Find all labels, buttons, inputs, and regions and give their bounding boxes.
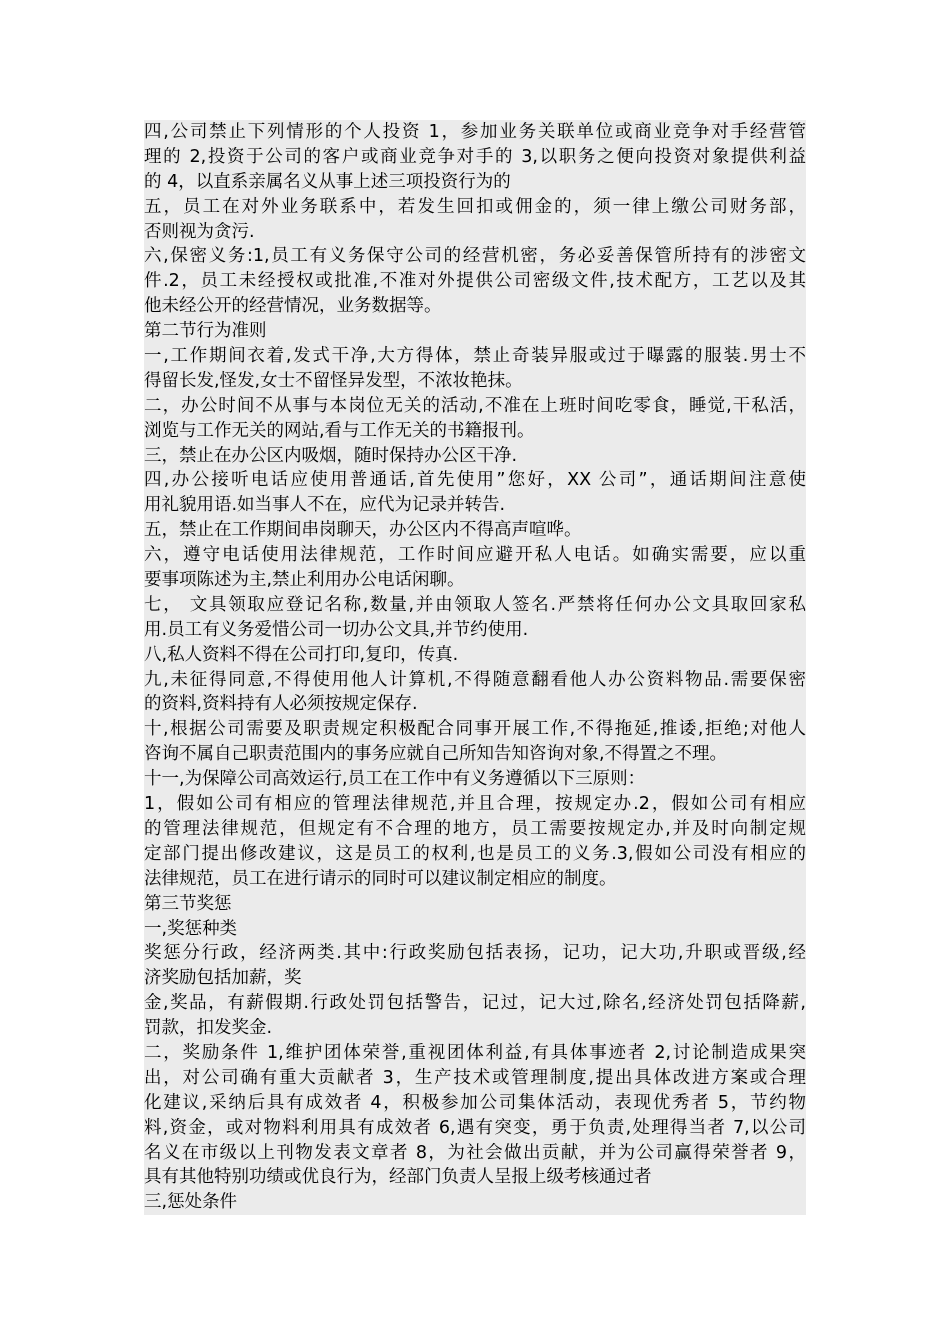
text-line: 金,奖品，有薪假期.行政处罚包括警告，记过，记大过,除名,经济处罚包括降薪, xyxy=(144,993,806,1014)
text-line: 法律规范，员工在进行请示的同时可以建议制定相应的制度。 xyxy=(144,868,617,889)
text-line: 的管理法律规范，但规定有不合理的地方，员工需要按规定办,并及时向制定规 xyxy=(144,818,806,839)
text-line: 二，办公时间不从事与本岗位无关的活动,不准在上班时间吃零食，睡觉,干私活， xyxy=(144,395,806,416)
text-line: 化建议,采纳后具有成效者 4，积极参加公司集体活动，表现优秀者 5，节约物 xyxy=(144,1092,806,1113)
text-line: 浏览与工作无关的网站,看与工作无关的书籍报刊。 xyxy=(144,420,535,441)
text-line: 一,奖惩种类 xyxy=(144,918,238,939)
text-line: 济奖励包括加薪，奖 xyxy=(144,968,302,989)
text-line: 定部门提出修改建议，这是员工的权利,也是员工的义务.3,假如公司没有相应的 xyxy=(144,843,806,864)
text-line: 咨询不属自己职责范围内的事务应就自己所知告知咨询对象,不得置之不理。 xyxy=(144,744,728,765)
text-line: 第三节奖惩 xyxy=(144,893,232,914)
text-line: 料,资金，或对物料利用具有成效者 6,遇有突变，勇于负责,处理得当者 7,以公司 xyxy=(144,1117,806,1138)
text-line: 具有其他特别功绩或优良行为，经部门负责人呈报上级考核通过者 xyxy=(144,1167,652,1188)
text-line: 六，遵守电话使用法律规范，工作时间应避开私人电话。如确实需要，应以重 xyxy=(144,545,806,566)
text-line: 的 4，以直系亲属名义从事上述三项投资行为的 xyxy=(144,171,511,192)
text-line: 的资料,资料持有人必须按规定保存. xyxy=(144,694,418,715)
text-line: 七， 文具领取应登记名称,数量,并由领取人签名.严禁将任何办公文具取回家私 xyxy=(144,594,806,615)
text-line: 三，禁止在办公区内吸烟，随时保持办公区干净. xyxy=(144,445,518,466)
text-line: 五，禁止在工作期间串岗聊天，办公区内不得高声喧哗。 xyxy=(144,520,582,541)
text-line: 奖惩分行政，经济两类.其中:行政奖励包括表扬，记功，记大功,升职或晋级,经 xyxy=(144,943,806,964)
text-line: 十一,为保障公司高效运行,员工在工作中有义务遵循以下三原则： xyxy=(144,769,646,790)
text-line: 出，对公司确有重大贡献者 3，生产技术或管理制度,提出具体改进方案或合理 xyxy=(144,1067,806,1088)
document-body xyxy=(144,120,806,1215)
text-line: 第二节行为准则 xyxy=(144,321,267,342)
text-line: 得留长发,怪发,女士不留怪异发型，不浓妆艳抹。 xyxy=(144,370,523,391)
text-line: 四,办公接听电话应使用普通话,首先使用”您好，XX 公司”，通话期间注意使 xyxy=(144,470,806,491)
text-line: 一,工作期间衣着,发式干净,大方得体，禁止奇装异服或过于曝露的服装.男士不 xyxy=(144,346,806,367)
text-line: 他未经公开的经营情况，业务数据等。 xyxy=(144,296,442,317)
text-line: 用礼貌用语.如当事人不在，应代为记录并转告. xyxy=(144,495,506,516)
text-line: 理的 2,投资于公司的客户或商业竞争对手的 3,以职务之便向投资对象提供利益 xyxy=(144,146,806,167)
text-line: 八,私人资料不得在公司打印,复印，传真. xyxy=(144,644,459,665)
text-line: 用.员工有义务爱惜公司一切办公文具,并节约使用. xyxy=(144,619,529,640)
text-line: 罚款，扣发奖金. xyxy=(144,1018,273,1039)
text-line: 九,未征得同意,不得使用他人计算机,不得随意翻看他人办公资料物品.需要保密 xyxy=(144,669,806,690)
text-line: 1，假如公司有相应的管理法律规范,并且合理，按规定办.2，假如公司有相应 xyxy=(144,794,806,815)
text-line: 件.2，员工未经授权或批准,不准对外提供公司密级文件,技术配方，工艺以及其 xyxy=(144,271,806,292)
text-line: 六,保密义务:1,员工有义务保守公司的经营机密，务必妥善保管所持有的涉密文 xyxy=(144,246,806,267)
text-line: 四,公司禁止下列情形的个人投资 1，参加业务关联单位或商业竞争对手经营管 xyxy=(144,122,806,142)
text-line: 二，奖励条件 1,维护团体荣誉,重视团体利益,有具体事迹者 2,讨论制造成果突 xyxy=(144,1042,806,1063)
text-line: 要事项陈述为主,禁止利用办公电话闲聊。 xyxy=(144,570,465,591)
text-line: 否则视为贪污. xyxy=(144,221,255,242)
text-line: 五，员工在对外业务联系中，若发生回扣或佣金的，须一律上缴公司财务部， xyxy=(144,196,806,217)
text-line: 三,惩处条件 xyxy=(144,1192,238,1213)
text-line: 名义在市级以上刊物发表文章者 8，为社会做出贡献，并为公司赢得荣誉者 9， xyxy=(144,1142,806,1163)
text-line: 十,根据公司需要及职责规定积极配合同事开展工作,不得拖延,推诿,拒绝;对他人 xyxy=(144,719,806,740)
